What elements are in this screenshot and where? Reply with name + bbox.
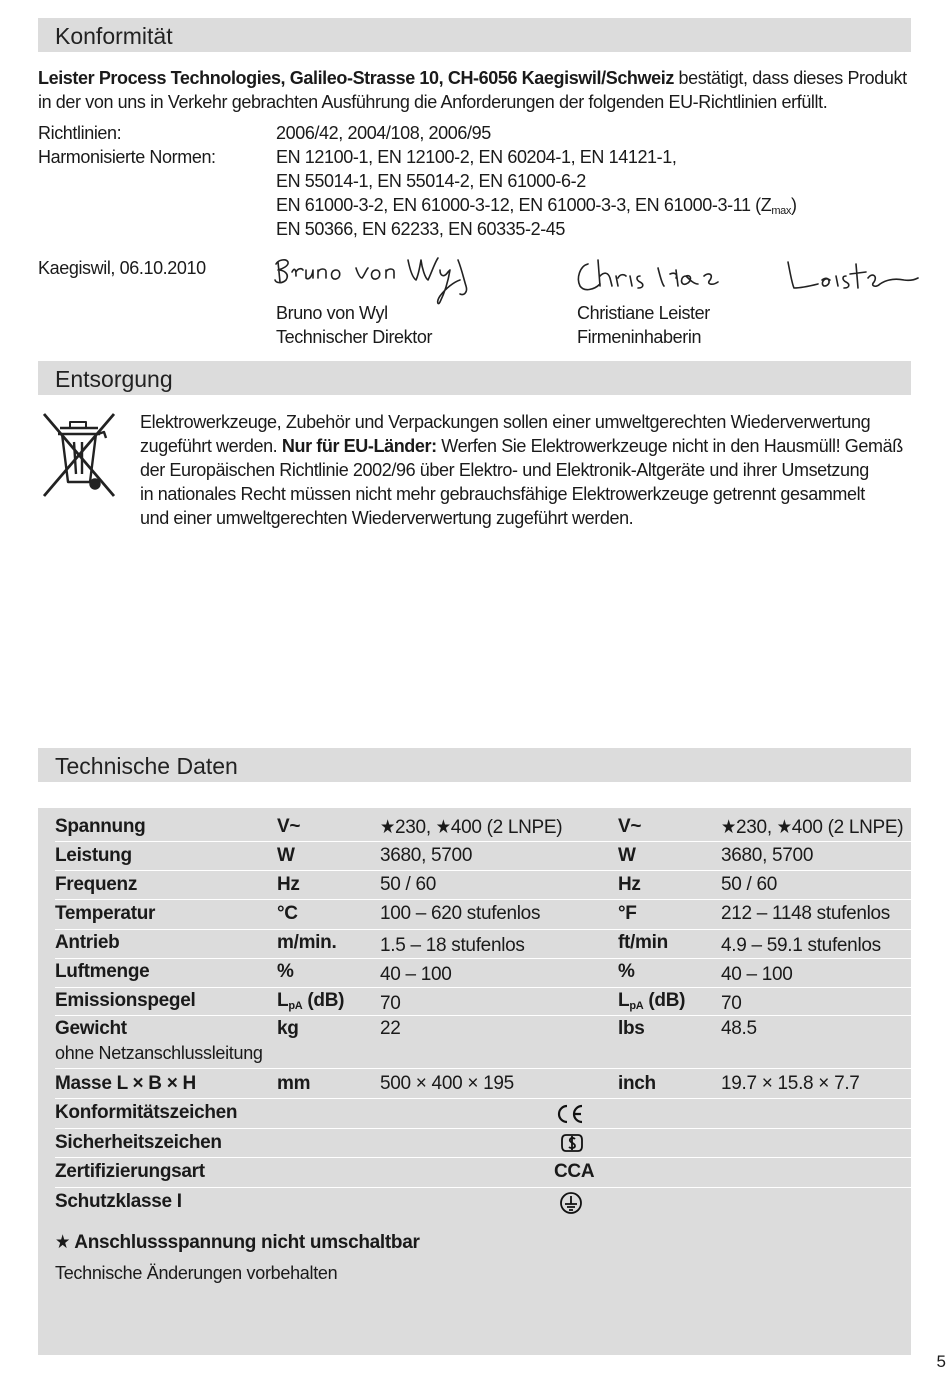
table-row: Emissionspegel $L_{pA}$ (dB) 70 $L_{pA}$ (dB) 70 — [55, 988, 911, 1016]
normen-line-1: EN 12100-1, EN 12100-2, EN 60204-1, EN 14121-1, — [276, 147, 677, 167]
cca-mark: CCA — [554, 1161, 595, 1182]
entsorgung-line-5: und einer umweltgerechten Wiederverwertung zugeführt werden. — [140, 508, 634, 528]
table-row: Leistung W 3680, 5700 W 3680, 5700 — [55, 842, 911, 871]
place-date: Kaegiswil, 06.10.2010 — [38, 258, 206, 278]
table-row: Luftmenge % 40 – 100 % 40 – 100 — [55, 959, 911, 988]
company-address: Leister Process Technologies, Galileo-Strasse 10, CH-6056 Kaegiswil/Schweiz — [38, 68, 674, 88]
normen-line-2: EN 55014-1, EN 55014-2, EN 61000-6-2 — [276, 171, 586, 191]
heading-konformitaet: Konformität — [55, 23, 173, 49]
table-row: Sicherheitszeichen — [55, 1129, 911, 1158]
table-row: Frequenz Hz 50 / 60 Hz 50 / 60 — [55, 871, 911, 900]
normen-label: Harmonisierte Normen: — [38, 147, 216, 167]
table-row: Masse L × B × H mm 500 × 400 × 195 inch 19.7 × 15.8 × 7.7 — [55, 1069, 911, 1099]
table-row: Temperatur °C 100 – 620 stufenlos °F 212 – 1148 stufenlos — [55, 900, 911, 930]
signature-christiane-leister — [574, 254, 919, 300]
richtlinien-label: Richtlinien: — [38, 123, 122, 143]
page-number: 5 — [936, 1352, 946, 1371]
technical-changes-note: Technische Änderungen vorbehalten — [55, 1263, 338, 1283]
footnote-star: ★ Anschlussspannung nicht umschaltbar — [55, 1232, 420, 1253]
normen-line-3: EN 61000-3-2, EN 61000-3-12, EN 61000-3-3, EN 61000-3-11 $(Z_{max})$ — [276, 195, 797, 217]
heading-technische-daten: Technische Daten — [55, 753, 238, 779]
section-header-entsorgung — [38, 361, 911, 395]
table-row: Schutzklasse I — [55, 1188, 911, 1218]
table-row: Zertifizierungsart CCA — [55, 1158, 911, 1188]
table-row: Gewicht ohne Netzanschlussleitung kg 22 lbs 48.5 — [55, 1016, 911, 1069]
crossed-out-wheelie-bin-icon — [40, 410, 118, 500]
intro-line-1 — [38, 66, 907, 90]
entsorgung-line-3: der Europäischen Richtlinie 2002/96 über Elektro- und Elektronik-Altgeräte und ihrer Umsetzung — [140, 460, 869, 480]
normen-line-4: EN 50366, EN 62233, EN 60335-2-45 — [276, 219, 566, 239]
section-header-konformitaet — [38, 18, 911, 52]
signer1-name: Bruno von Wyl — [276, 303, 388, 323]
table-row: Konformitätszeichen — [55, 1099, 911, 1129]
table-row: Spannung V~ ★230, ★400 (2 LNPE) V~ ★230, ★400 (2 LNPE) — [55, 812, 911, 842]
protective-earth-icon — [559, 1191, 583, 1215]
intro-rest: bestätigt, dass dieses Produkt — [673, 68, 907, 88]
richtlinien-value: 2006/42, 2004/108, 2006/95 — [276, 123, 491, 143]
signer2-title: Firmeninhaberin — [577, 327, 702, 347]
ce-mark-icon — [555, 1103, 585, 1125]
signer2-name: Christiane Leister — [577, 303, 710, 323]
table-row: Antrieb m/min. 1.5 – 18 stufenlos ft/min 4.9 – 59.1 stufenlos — [55, 930, 911, 959]
signer1-title: Technischer Direktor — [276, 327, 433, 347]
section-header-technische-daten — [38, 748, 911, 782]
heading-entsorgung: Entsorgung — [55, 366, 173, 392]
intro-line-2: in der von uns in Verkehr gebrachten Ausführung die Anforderungen der folgenden EU-Richtlinien erfüllt. — [38, 92, 828, 112]
entsorgung-line-4: in nationales Recht müssen nicht mehr gebrauchsfähige Elektrowerkzeuge getrennt gesammelt — [140, 484, 865, 504]
swiss-safety-mark-icon — [560, 1131, 584, 1155]
entsorgung-line-2: zugeführt werden. Nur für EU-Länder: Werfen Sie Elektrowerkzeuge nicht in den Hausmüll! Gemäß — [140, 436, 903, 456]
entsorgung-line-1: Elektrowerkzeuge, Zubehör und Verpackungen sollen einer umweltgerechten Wiederverwertung — [140, 412, 871, 432]
